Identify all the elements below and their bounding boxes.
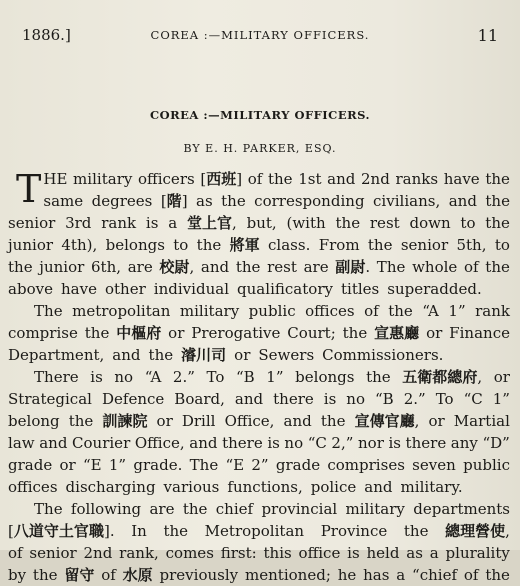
word: or — [428, 412, 445, 430]
word: Court; — [287, 324, 336, 342]
word: superadded. — [387, 280, 482, 298]
text-line — [8, 256, 510, 278]
word: 4th), — [61, 236, 98, 254]
word: individual — [153, 280, 230, 298]
word: any — [450, 434, 478, 452]
word: of — [463, 566, 479, 584]
word: to — [173, 236, 189, 254]
word: military — [73, 170, 133, 188]
word: is — [347, 544, 360, 562]
running-header — [22, 26, 498, 50]
article-byline: BY E. H. PARKER, ESQ. — [183, 142, 337, 155]
word: “E — [82, 456, 102, 474]
text-line — [43, 168, 510, 190]
word: ranks — [395, 170, 439, 188]
word: In — [131, 522, 147, 540]
paragraph-2 — [8, 300, 510, 366]
word: 2.” — [403, 390, 426, 408]
word: To — [206, 368, 225, 386]
word: 3rd — [65, 214, 92, 232]
word: 1” — [266, 368, 284, 386]
word: there — [222, 434, 263, 452]
word: metropolitan — [72, 302, 171, 320]
word: the — [485, 566, 510, 584]
article-title: COREA :—MILITARY OFFICERS. — [149, 108, 371, 122]
word: 副尉. — [335, 258, 371, 276]
word: 將軍 — [229, 236, 260, 254]
word: Strategical — [8, 390, 92, 408]
word: public — [463, 456, 510, 474]
word: has — [363, 566, 390, 584]
word: Ofice, — [224, 412, 275, 430]
text-line — [8, 234, 510, 256]
word: 校尉, — [159, 258, 195, 276]
text-line — [8, 388, 510, 410]
word: the — [485, 258, 510, 276]
word: to — [494, 236, 510, 254]
word: or — [493, 368, 510, 386]
text-line — [43, 190, 510, 212]
word: Defence — [101, 390, 165, 408]
paragraph-1 — [8, 168, 510, 300]
word: seven — [412, 456, 456, 474]
drop-cap: T — [16, 167, 42, 211]
word: is — [323, 390, 337, 408]
word: public — [248, 302, 296, 320]
word: is — [90, 368, 103, 386]
word: the — [196, 236, 222, 254]
text-line — [8, 278, 510, 300]
word: ofices — [305, 302, 355, 320]
word: “chief — [412, 566, 458, 584]
word: Metropolitan — [204, 522, 305, 540]
word: whole — [412, 258, 458, 276]
word: the — [235, 258, 261, 276]
word: the — [485, 170, 510, 188]
word: The — [376, 258, 406, 276]
word: the — [366, 368, 391, 386]
word: Board, — [174, 390, 225, 408]
word: 2.” — [172, 368, 195, 386]
word: grade — [8, 456, 53, 474]
word: “B — [235, 368, 255, 386]
word: Finance — [449, 324, 510, 342]
word: 訓諫院 — [102, 412, 148, 430]
paragraph-4 — [8, 498, 510, 586]
word: and — [283, 412, 312, 430]
word: rank — [101, 214, 137, 232]
word: [西班] — [200, 170, 243, 188]
word: or — [234, 346, 251, 364]
word: military. — [400, 478, 463, 496]
text-line — [8, 454, 510, 476]
word: Province — [320, 522, 388, 540]
text-line — [8, 300, 510, 322]
word: discharging — [65, 478, 156, 496]
text-line — [8, 366, 510, 388]
word: this — [263, 544, 292, 562]
word: 水原 — [122, 566, 153, 584]
text-line — [8, 542, 510, 564]
word: provincial — [261, 500, 338, 518]
word: as — [196, 192, 213, 210]
word: there — [273, 390, 314, 408]
text-line — [8, 476, 510, 498]
word: and — [327, 170, 356, 188]
word: comprise — [8, 324, 78, 342]
word: the — [367, 236, 393, 254]
word: The — [34, 302, 63, 320]
word: previously — [159, 566, 239, 584]
word: no — [114, 368, 134, 386]
word: 宣傳官廳, — [354, 412, 420, 430]
text-line — [8, 212, 510, 234]
word: the — [182, 500, 208, 518]
word: frst: — [220, 544, 257, 562]
word: same — [43, 192, 84, 210]
word: is — [267, 434, 280, 452]
word: the — [32, 566, 58, 584]
word: the — [342, 324, 368, 342]
word: there — [405, 434, 447, 452]
word: the — [8, 258, 33, 276]
word: belong — [8, 412, 60, 430]
word: of — [101, 566, 116, 584]
word: nor — [358, 434, 384, 452]
word: The — [34, 500, 63, 518]
word: and — [364, 478, 393, 496]
word: held — [366, 544, 400, 562]
word: other — [104, 280, 146, 298]
word: [八道守土官職]. — [8, 522, 115, 540]
word: military — [179, 302, 240, 320]
word: functions, — [227, 478, 303, 496]
text-line — [8, 344, 510, 366]
word: “A — [422, 302, 439, 320]
word: the — [320, 412, 346, 430]
word: military — [345, 500, 405, 518]
word: Sewers — [258, 346, 315, 364]
word: comprises — [327, 456, 405, 474]
word: 1st — [298, 170, 322, 188]
page-number: 11 — [477, 26, 498, 45]
word: HE — [43, 170, 68, 188]
word: rank — [475, 302, 510, 320]
word: above — [8, 280, 53, 298]
word: 2nd — [83, 544, 113, 562]
word: 2,” — [331, 434, 354, 452]
word: 1” — [108, 456, 127, 474]
word: From — [318, 236, 360, 254]
word: the — [403, 522, 429, 540]
word: or — [156, 412, 173, 430]
word: or — [59, 456, 76, 474]
word: the — [267, 170, 293, 188]
word: “B — [374, 390, 394, 408]
word: and — [448, 192, 477, 210]
word: ofice — [298, 544, 341, 562]
word: down — [409, 214, 451, 232]
word: senior — [29, 544, 77, 562]
word: the — [485, 192, 510, 210]
word: or — [426, 324, 443, 342]
word: police — [310, 478, 357, 496]
word: belongs — [295, 368, 355, 386]
word: are — [127, 258, 153, 276]
word: 6th, — [90, 258, 122, 276]
word: Ofice, — [134, 434, 185, 452]
word: grade. — [133, 456, 183, 474]
word: the — [388, 302, 413, 320]
word: law — [8, 434, 35, 452]
word: class. — [267, 236, 311, 254]
word: and — [234, 390, 264, 408]
word: the — [221, 192, 246, 210]
word: and — [189, 434, 218, 452]
word: by — [8, 566, 27, 584]
word: The — [189, 456, 219, 474]
word: are — [303, 258, 329, 276]
word: qualifcatory — [237, 280, 333, 298]
word: the — [68, 412, 94, 430]
word: 五衛都總府, — [402, 368, 483, 386]
word: junior — [39, 258, 85, 276]
word: a — [396, 566, 406, 584]
text-line — [8, 410, 510, 432]
word: 1” — [492, 390, 510, 408]
header-year: 1886.] — [22, 26, 71, 44]
word: junior — [8, 236, 54, 254]
word: rest — [369, 214, 400, 232]
word: the — [84, 324, 110, 342]
word: as — [406, 544, 423, 562]
word: 2” — [251, 456, 269, 474]
word: are — [149, 500, 175, 518]
word: belongs — [105, 236, 165, 254]
word: To — [435, 390, 454, 408]
word: and — [112, 346, 141, 364]
word: Department, — [8, 346, 105, 364]
word: of — [247, 170, 263, 188]
word: 留守 — [64, 566, 95, 584]
word: 濬川司 — [181, 346, 227, 364]
word: “D” — [482, 434, 510, 452]
word: chief — [215, 500, 254, 518]
word: senior — [8, 214, 56, 232]
word: mentioned; — [244, 566, 331, 584]
word: but, — [246, 214, 277, 232]
word: titles — [340, 280, 380, 298]
word: the — [335, 214, 361, 232]
word: or — [168, 324, 185, 342]
header-running-title: COREA :—MILITARY OFFICERS. — [150, 28, 370, 42]
text-line — [8, 520, 510, 542]
word: have — [60, 280, 97, 298]
article-body — [8, 168, 510, 586]
word: Drill — [181, 412, 216, 430]
word: 5th, — [456, 236, 487, 254]
word: departments — [413, 500, 510, 518]
word: of — [8, 544, 23, 562]
word: Commissioners. — [322, 346, 444, 364]
text-line — [8, 498, 510, 520]
word: ofices — [8, 478, 58, 496]
word: “C — [463, 390, 483, 408]
word: 2nd — [360, 170, 390, 188]
word: “E — [225, 456, 245, 474]
word: the — [163, 522, 189, 540]
word: no — [284, 434, 304, 452]
word: degrees — [91, 192, 153, 210]
word: and — [200, 258, 230, 276]
word: (with — [286, 214, 326, 232]
word: rank, — [119, 544, 159, 562]
word: grade — [275, 456, 321, 474]
word: rest — [267, 258, 297, 276]
word: is — [388, 434, 401, 452]
word: of — [464, 258, 479, 276]
word: the — [148, 346, 174, 364]
word: various — [163, 478, 220, 496]
word: civilians, — [373, 192, 441, 210]
word: 總理營使, — [445, 522, 510, 540]
word: “C — [307, 434, 327, 452]
word: no — [346, 390, 365, 408]
word: oficers — [138, 170, 195, 188]
paragraph-3 — [8, 366, 510, 498]
word: 1” — [448, 302, 466, 320]
word: have — [443, 170, 480, 188]
text-line — [8, 432, 510, 454]
word: he — [337, 566, 357, 584]
word: corresponding — [254, 192, 365, 210]
word: comes — [165, 544, 214, 562]
word: is — [145, 214, 159, 232]
word: plurality — [445, 544, 510, 562]
word: Martial — [453, 412, 510, 430]
word: Courier — [72, 434, 131, 452]
text-line — [8, 322, 510, 344]
word: a — [429, 544, 439, 562]
text-line — [8, 564, 510, 586]
word: 堂上官, — [186, 214, 237, 232]
word: the — [485, 214, 510, 232]
word: a — [168, 214, 178, 232]
word: following — [70, 500, 142, 518]
word: 中樞府 — [116, 324, 162, 342]
word: [階] — [160, 192, 188, 210]
word: of — [364, 302, 379, 320]
word: Prerogative — [191, 324, 281, 342]
word: to — [460, 214, 476, 232]
word: and — [39, 434, 68, 452]
word: senior — [400, 236, 449, 254]
word: There — [34, 368, 79, 386]
word: 宣惠廳 — [374, 324, 420, 342]
word: “A — [144, 368, 162, 386]
